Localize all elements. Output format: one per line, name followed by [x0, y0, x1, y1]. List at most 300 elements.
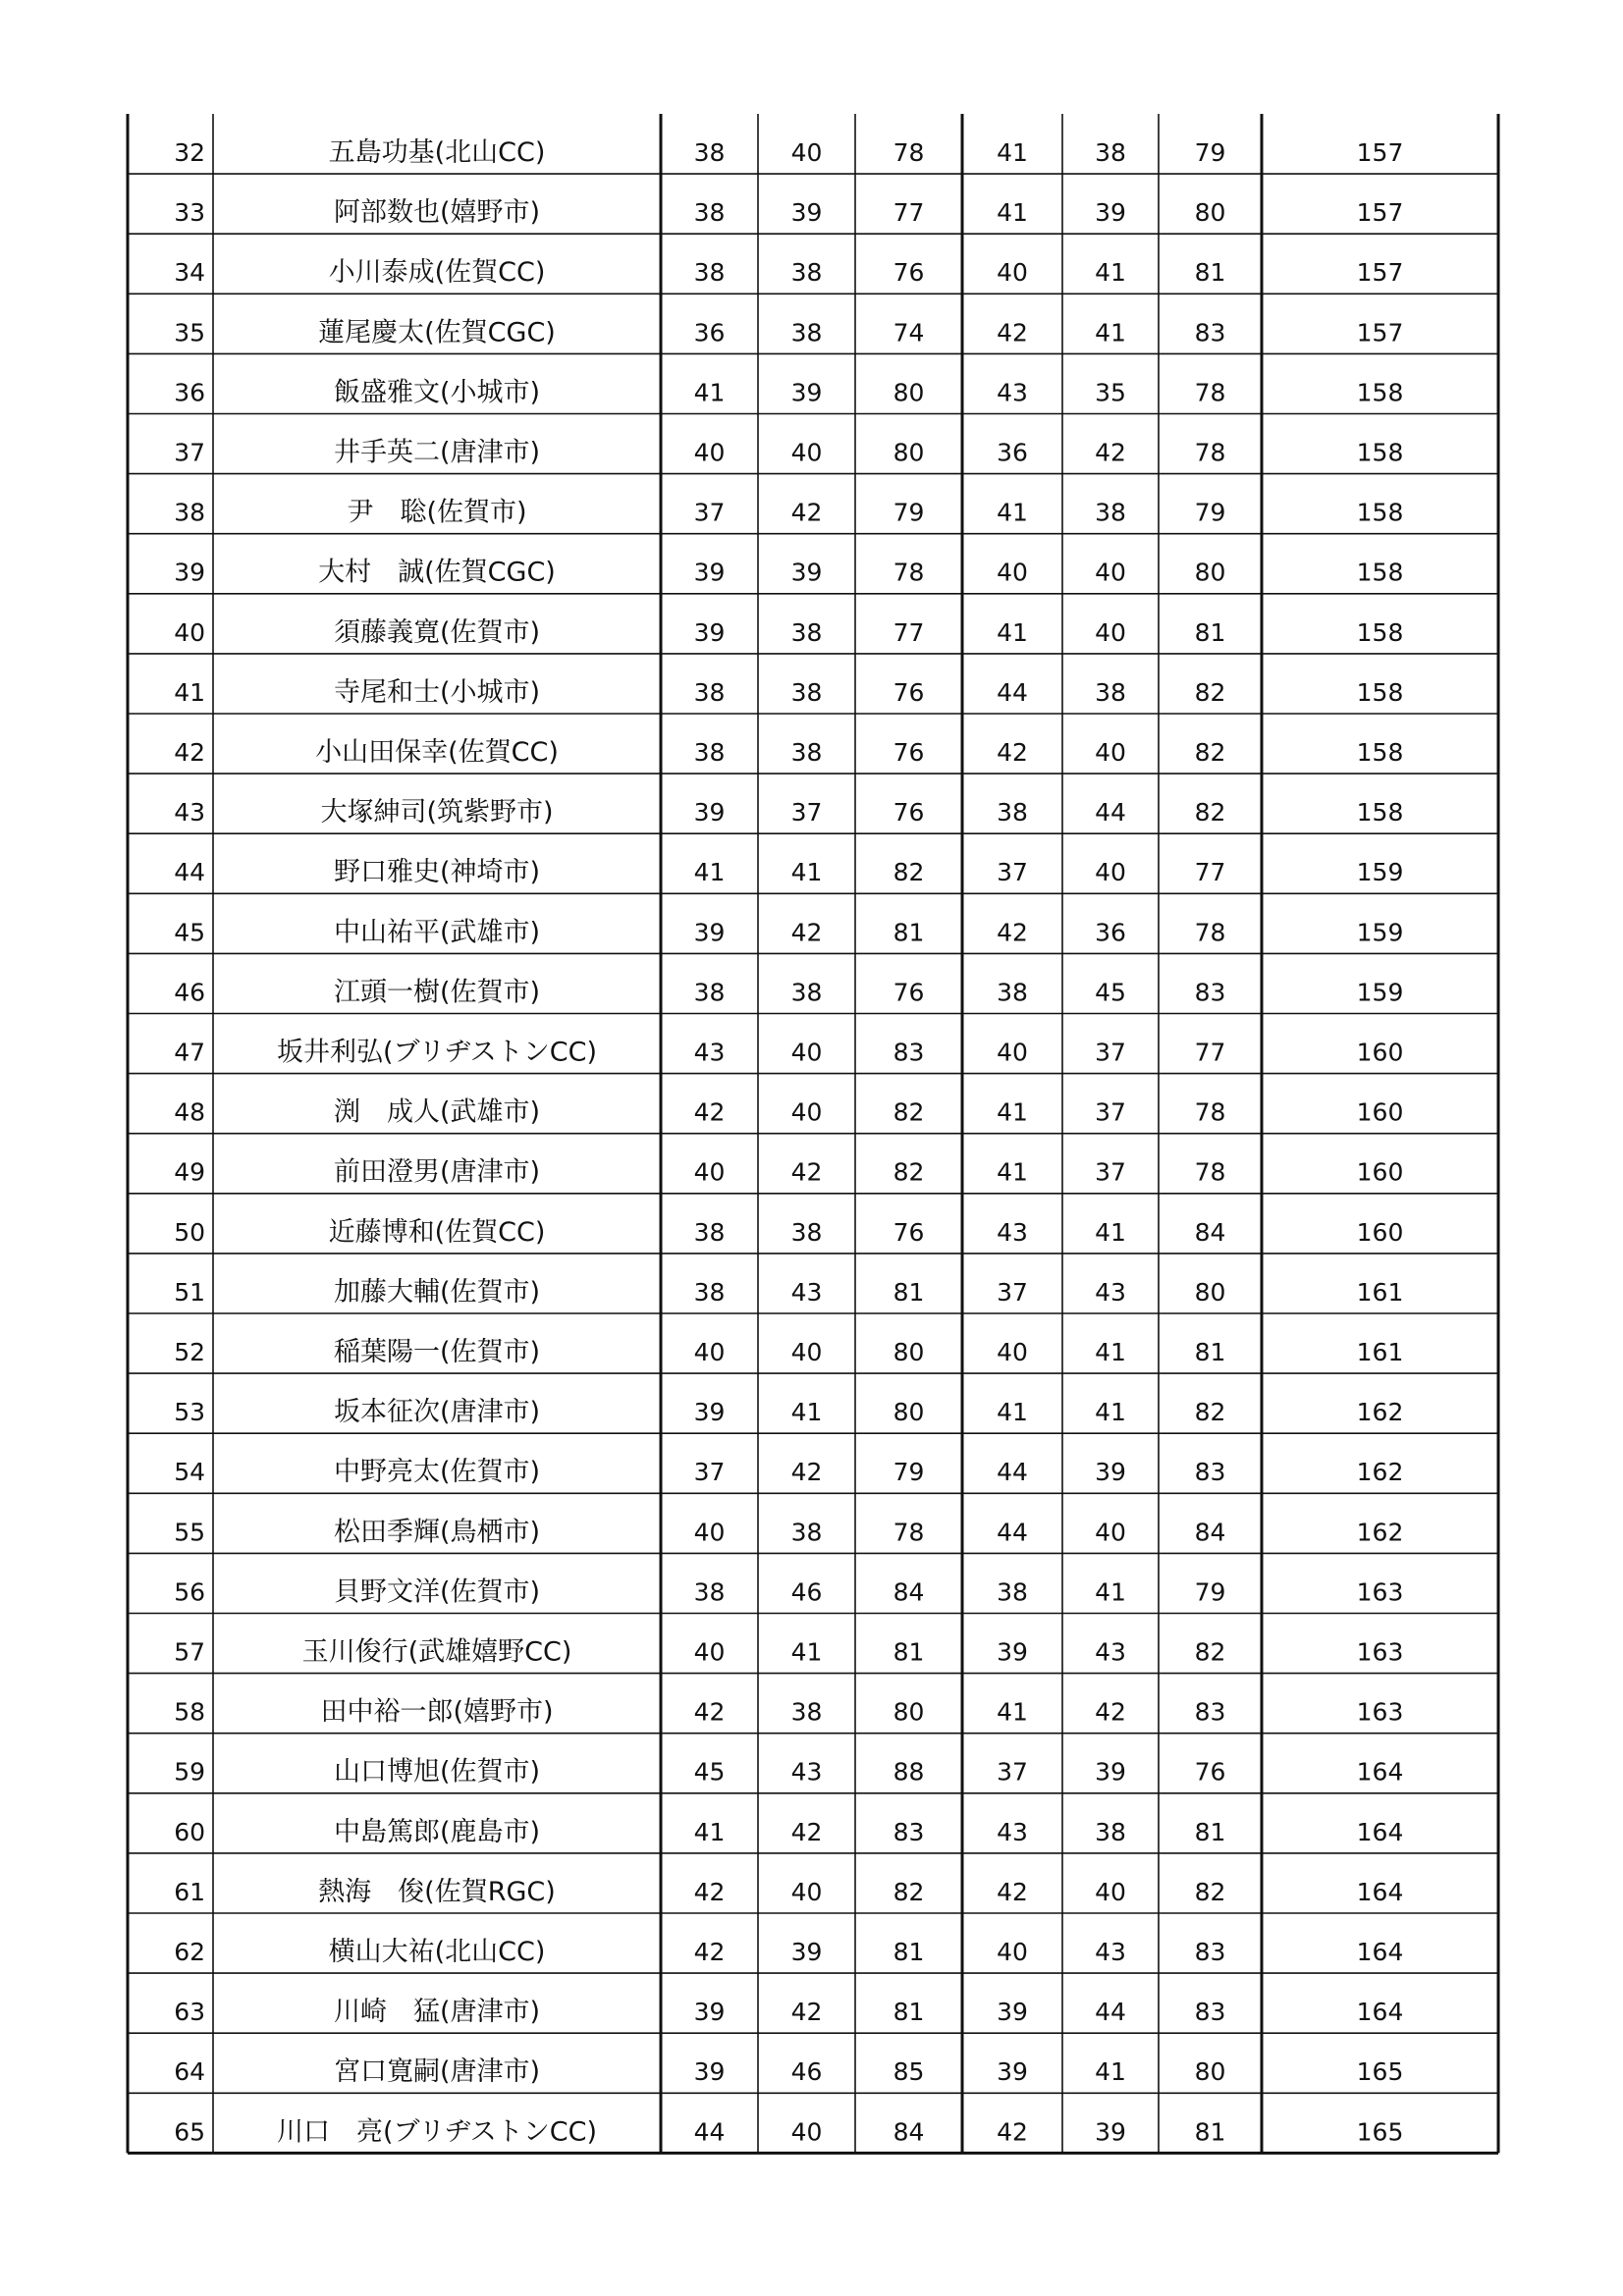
round1-total-cell: 80: [893, 1338, 925, 1366]
round1-in-cell: 40: [790, 1338, 823, 1366]
round1-total-cell: 82: [893, 1877, 925, 1906]
table-row: [174, 1817, 1403, 1847]
round2-out-cell: 41: [997, 1697, 1028, 1727]
round2-total-cell: 79: [1194, 498, 1226, 527]
round1-total-cell: 83: [893, 1038, 925, 1067]
round2-in-cell: 41: [1095, 1217, 1126, 1247]
player-name-cell: 小川泰成(佐賀CC): [328, 257, 546, 289]
round1-in-cell: 38: [790, 258, 823, 288]
round2-total-cell: 77: [1194, 858, 1226, 887]
table-row: [174, 1997, 1403, 2027]
round1-out-cell: 38: [693, 978, 726, 1007]
round1-in-cell: 42: [790, 498, 823, 527]
round1-out-cell: 39: [693, 918, 726, 947]
rank-cell: 46: [174, 978, 205, 1007]
round1-in-cell: 42: [790, 1817, 823, 1846]
grand-total-cell: 160: [1356, 1097, 1404, 1127]
round2-out-cell: 39: [997, 2057, 1028, 2087]
table-row: [174, 257, 1403, 288]
player-name-cell: 小山田保幸(佐賀CC): [315, 737, 559, 768]
rank-cell: 58: [174, 1697, 205, 1727]
round1-in-cell: 43: [790, 1277, 823, 1307]
round2-total-cell: 83: [1194, 1458, 1226, 1487]
round1-in-cell: 38: [790, 1697, 823, 1727]
table-row: [174, 917, 1403, 947]
grand-total-cell: 158: [1356, 438, 1404, 467]
grand-total-cell: 163: [1356, 1637, 1404, 1667]
player-name-cell: 蓮尾慶太(佐賀CGC): [318, 317, 556, 348]
round1-in-cell: 41: [790, 1637, 823, 1667]
rank-cell: 36: [174, 378, 205, 407]
round2-in-cell: 43: [1095, 1637, 1126, 1667]
player-name-cell: 中山祐平(武雄市): [333, 917, 541, 948]
round2-in-cell: 38: [1095, 677, 1126, 707]
round2-in-cell: 40: [1095, 1877, 1126, 1906]
table-cells: [174, 137, 1403, 2147]
round1-in-cell: 38: [790, 1217, 823, 1247]
round1-out-cell: 38: [693, 1217, 726, 1247]
round2-out-cell: 37: [997, 858, 1028, 887]
round2-total-cell: 82: [1194, 1877, 1226, 1906]
round1-in-cell: 46: [790, 1577, 823, 1607]
round1-total-cell: 81: [893, 918, 925, 947]
table-row: [174, 137, 1403, 168]
grand-total-cell: 158: [1356, 378, 1404, 407]
round2-in-cell: 39: [1095, 2117, 1126, 2147]
round1-in-cell: 40: [790, 1877, 823, 1906]
round2-in-cell: 42: [1095, 438, 1126, 467]
table-row: [174, 797, 1403, 828]
rank-cell: 38: [174, 498, 205, 527]
round2-in-cell: 41: [1095, 2057, 1126, 2087]
round2-out-cell: 44: [997, 1458, 1028, 1487]
round2-out-cell: 41: [997, 1097, 1028, 1127]
round1-total-cell: 84: [893, 1577, 925, 1607]
round1-out-cell: 37: [693, 498, 726, 527]
round2-total-cell: 81: [1194, 617, 1226, 647]
rank-cell: 40: [174, 617, 205, 647]
round1-out-cell: 42: [693, 1697, 726, 1727]
round2-total-cell: 84: [1194, 1217, 1226, 1247]
player-name-cell: 坂井利弘(ブリヂストンCC): [276, 1037, 598, 1068]
round1-total-cell: 82: [893, 858, 925, 887]
round1-total-cell: 81: [893, 1637, 925, 1667]
grand-total-cell: 164: [1356, 1877, 1404, 1906]
round1-total-cell: 85: [893, 2057, 925, 2087]
player-name-cell: 五島功基(北山CC): [328, 137, 546, 168]
player-name-cell: 熱海 俊(佐賀RGC): [318, 1876, 556, 1907]
round1-in-cell: 46: [790, 2057, 823, 2087]
round2-total-cell: 78: [1194, 918, 1226, 947]
table-row: [174, 1337, 1403, 1367]
round1-out-cell: 39: [693, 798, 726, 828]
table-row: [174, 1877, 1403, 1907]
grand-total-cell: 157: [1356, 198, 1404, 228]
round2-out-cell: 41: [997, 198, 1028, 228]
round2-total-cell: 82: [1194, 1398, 1226, 1427]
rank-cell: 34: [174, 258, 205, 288]
round1-out-cell: 40: [693, 438, 726, 467]
round2-total-cell: 82: [1194, 1637, 1226, 1667]
player-name-cell: 山口博旭(佐賀市): [333, 1756, 541, 1788]
round2-total-cell: 79: [1194, 1577, 1226, 1607]
rank-cell: 57: [174, 1637, 205, 1667]
round2-in-cell: 40: [1095, 558, 1126, 587]
player-name-cell: 貝野文洋(佐賀市): [333, 1576, 541, 1608]
round1-in-cell: 41: [790, 1398, 823, 1427]
round2-in-cell: 38: [1095, 498, 1126, 527]
round1-total-cell: 76: [893, 677, 925, 707]
round1-total-cell: 81: [893, 1277, 925, 1307]
round2-out-cell: 37: [997, 1277, 1028, 1307]
round2-out-cell: 40: [997, 258, 1028, 288]
round2-total-cell: 81: [1194, 1338, 1226, 1366]
round1-in-cell: 42: [790, 1458, 823, 1487]
round2-total-cell: 81: [1194, 2117, 1226, 2147]
player-name-cell: 須藤義寛(佐賀市): [333, 616, 541, 648]
round2-out-cell: 39: [997, 1637, 1028, 1667]
grand-total-cell: 159: [1356, 858, 1404, 887]
grand-total-cell: 159: [1356, 978, 1404, 1007]
round2-total-cell: 78: [1194, 1157, 1226, 1187]
table-row: [174, 377, 1403, 407]
round1-out-cell: 39: [693, 1998, 726, 2027]
round2-total-cell: 79: [1194, 138, 1226, 167]
round1-out-cell: 36: [693, 318, 726, 347]
table-row: [174, 1457, 1403, 1487]
round2-out-cell: 41: [997, 1157, 1028, 1187]
round1-in-cell: 40: [790, 138, 823, 167]
rank-cell: 65: [174, 2117, 205, 2147]
rank-cell: 60: [174, 1817, 205, 1846]
table-row: [174, 2056, 1403, 2087]
round2-out-cell: 38: [997, 1577, 1028, 1607]
round1-total-cell: 76: [893, 798, 925, 828]
grand-total-cell: 161: [1356, 1338, 1404, 1366]
grand-total-cell: 158: [1356, 738, 1404, 767]
grand-total-cell: 160: [1356, 1038, 1404, 1067]
rank-cell: 47: [174, 1038, 205, 1067]
round1-in-cell: 39: [790, 558, 823, 587]
table-row: [174, 1697, 1403, 1728]
round1-total-cell: 80: [893, 438, 925, 467]
player-name-cell: 阿部数也(嬉野市): [333, 197, 541, 229]
round2-total-cell: 82: [1194, 798, 1226, 828]
round1-in-cell: 39: [790, 198, 823, 228]
round2-in-cell: 44: [1095, 1998, 1126, 2027]
table-row: [174, 737, 1403, 768]
round1-out-cell: 38: [693, 198, 726, 228]
table-row: [174, 317, 1403, 347]
player-name-cell: 稲葉陽一(佐賀市): [333, 1337, 541, 1367]
round1-total-cell: 76: [893, 738, 925, 767]
grand-total-cell: 161: [1356, 1277, 1404, 1307]
rank-cell: 33: [174, 198, 205, 228]
table-row: [174, 677, 1403, 708]
round2-out-cell: 38: [997, 798, 1028, 828]
round1-total-cell: 76: [893, 978, 925, 1007]
round2-out-cell: 38: [997, 978, 1028, 1007]
player-name-cell: 中野亮太(佐賀市): [333, 1457, 541, 1488]
rank-cell: 59: [174, 1757, 205, 1787]
table-row: [174, 1397, 1403, 1427]
round2-out-cell: 43: [997, 378, 1028, 407]
round2-in-cell: 43: [1095, 1277, 1126, 1307]
round1-total-cell: 82: [893, 1097, 925, 1127]
round2-total-cell: 78: [1194, 438, 1226, 467]
rank-cell: 35: [174, 318, 205, 347]
round2-out-cell: 41: [997, 138, 1028, 167]
table-row: [174, 1097, 1403, 1128]
round1-out-cell: 42: [693, 1097, 726, 1127]
grand-total-cell: 160: [1356, 1157, 1404, 1187]
round1-total-cell: 83: [893, 1817, 925, 1846]
player-name-cell: 江頭一樹(佐賀市): [333, 977, 541, 1008]
grand-total-cell: 165: [1356, 2117, 1404, 2147]
round1-out-cell: 38: [693, 138, 726, 167]
round2-total-cell: 80: [1194, 198, 1226, 228]
round2-in-cell: 41: [1095, 1398, 1126, 1427]
player-name-cell: 加藤大輔(佐賀市): [333, 1276, 541, 1308]
round2-in-cell: 39: [1095, 1458, 1126, 1487]
grand-total-cell: 158: [1356, 617, 1404, 647]
round1-in-cell: 38: [790, 738, 823, 767]
round1-total-cell: 77: [893, 617, 925, 647]
round2-total-cell: 84: [1194, 1518, 1226, 1547]
round2-in-cell: 40: [1095, 738, 1126, 767]
grand-total-cell: 162: [1356, 1458, 1404, 1487]
round2-out-cell: 39: [997, 1998, 1028, 2027]
round2-total-cell: 83: [1194, 978, 1226, 1007]
player-name-cell: 渕 成人(武雄市): [333, 1096, 541, 1128]
grand-total-cell: 160: [1356, 1217, 1404, 1247]
round1-in-cell: 40: [790, 1038, 823, 1067]
player-name-cell: 玉川俊行(武雄嬉野CC): [301, 1636, 572, 1668]
round2-out-cell: 42: [997, 318, 1028, 347]
table-row: [174, 617, 1403, 648]
rank-cell: 49: [174, 1157, 205, 1187]
rank-cell: 61: [174, 1877, 205, 1906]
table-row: [174, 1937, 1403, 1967]
round2-total-cell: 78: [1194, 1097, 1226, 1127]
player-name-cell: 尹 聡(佐賀市): [347, 497, 527, 528]
round2-total-cell: 83: [1194, 1938, 1226, 1966]
round2-out-cell: 44: [997, 1518, 1028, 1547]
round2-in-cell: 41: [1095, 258, 1126, 288]
table-row: [174, 1576, 1403, 1607]
round1-in-cell: 43: [790, 1757, 823, 1787]
rank-cell: 42: [174, 738, 205, 767]
round2-total-cell: 82: [1194, 738, 1226, 767]
round2-total-cell: 80: [1194, 1277, 1226, 1307]
round1-total-cell: 76: [893, 258, 925, 288]
grand-total-cell: 165: [1356, 2057, 1404, 2087]
grand-total-cell: 158: [1356, 498, 1404, 527]
player-name-cell: 横山大祐(北山CC): [328, 1937, 546, 1967]
grand-total-cell: 162: [1356, 1518, 1404, 1547]
round1-total-cell: 81: [893, 1998, 925, 2027]
round1-out-cell: 38: [693, 1577, 726, 1607]
round1-out-cell: 38: [693, 677, 726, 707]
round2-in-cell: 44: [1095, 798, 1126, 828]
player-name-cell: 野口雅史(神埼市): [333, 857, 541, 888]
player-name-cell: 井手英二(唐津市): [333, 437, 541, 468]
round2-out-cell: 42: [997, 738, 1028, 767]
grand-total-cell: 158: [1356, 677, 1404, 707]
round1-total-cell: 88: [893, 1757, 925, 1787]
round1-total-cell: 84: [893, 2117, 925, 2147]
round2-total-cell: 78: [1194, 378, 1226, 407]
round1-out-cell: 41: [693, 1817, 726, 1846]
round1-total-cell: 78: [893, 138, 925, 167]
round1-total-cell: 79: [893, 498, 925, 527]
round2-out-cell: 37: [997, 1757, 1028, 1787]
round1-in-cell: 39: [790, 378, 823, 407]
round2-out-cell: 42: [997, 2117, 1028, 2147]
table-row: [174, 1157, 1403, 1188]
round1-in-cell: 42: [790, 918, 823, 947]
round2-total-cell: 76: [1194, 1757, 1226, 1787]
round1-out-cell: 42: [693, 1938, 726, 1966]
round1-in-cell: 38: [790, 978, 823, 1007]
round1-in-cell: 38: [790, 1518, 823, 1547]
round1-out-cell: 40: [693, 1338, 726, 1366]
round1-total-cell: 80: [893, 1398, 925, 1427]
rank-cell: 56: [174, 1577, 205, 1607]
round1-in-cell: 41: [790, 858, 823, 887]
player-name-cell: 坂本征次(唐津市): [333, 1397, 541, 1428]
table-row: [174, 977, 1403, 1007]
table-row: [174, 558, 1403, 588]
round2-in-cell: 41: [1095, 1338, 1126, 1366]
round2-in-cell: 37: [1095, 1038, 1126, 1067]
grand-total-cell: 164: [1356, 1757, 1404, 1787]
player-name-cell: 前田澄男(唐津市): [333, 1156, 541, 1188]
round2-out-cell: 40: [997, 1938, 1028, 1966]
player-name-cell: 松田季輝(鳥栖市): [333, 1517, 541, 1548]
player-name-cell: 近藤博和(佐賀CC): [328, 1216, 546, 1248]
round1-out-cell: 45: [693, 1757, 726, 1787]
round2-total-cell: 80: [1194, 2057, 1226, 2087]
round1-total-cell: 78: [893, 1518, 925, 1547]
round1-out-cell: 44: [693, 2117, 726, 2147]
round1-out-cell: 42: [693, 1877, 726, 1906]
round2-out-cell: 44: [997, 677, 1028, 707]
round2-total-cell: 80: [1194, 558, 1226, 587]
table-row: [174, 1277, 1403, 1308]
player-name-cell: 川口 亮(ブリヂストンCC): [276, 2116, 598, 2148]
round1-out-cell: 39: [693, 558, 726, 587]
round2-in-cell: 40: [1095, 858, 1126, 887]
table-row: [174, 1637, 1403, 1668]
rank-cell: 41: [174, 677, 205, 707]
rank-cell: 63: [174, 1998, 205, 2027]
grand-total-cell: 164: [1356, 1938, 1404, 1966]
round2-in-cell: 38: [1095, 1817, 1126, 1846]
rank-cell: 50: [174, 1217, 205, 1247]
player-name-cell: 中島篤郎(鹿島市): [333, 1816, 541, 1847]
round1-in-cell: 40: [790, 1097, 823, 1127]
player-name-cell: 田中裕一郎(嬉野市): [320, 1696, 554, 1728]
rank-cell: 62: [174, 1938, 205, 1966]
round2-total-cell: 82: [1194, 677, 1226, 707]
rank-cell: 44: [174, 858, 205, 887]
round2-total-cell: 83: [1194, 1697, 1226, 1727]
round2-in-cell: 40: [1095, 617, 1126, 647]
rank-cell: 48: [174, 1097, 205, 1127]
round2-in-cell: 41: [1095, 318, 1126, 347]
rank-cell: 37: [174, 438, 205, 467]
round2-total-cell: 83: [1194, 318, 1226, 347]
rank-cell: 43: [174, 798, 205, 828]
table-row: [174, 2116, 1403, 2147]
round2-in-cell: 43: [1095, 1938, 1126, 1966]
grand-total-cell: 164: [1356, 1998, 1404, 2027]
grand-total-cell: 157: [1356, 138, 1404, 167]
round1-out-cell: 39: [693, 617, 726, 647]
grand-total-cell: 162: [1356, 1398, 1404, 1427]
round1-out-cell: 38: [693, 258, 726, 288]
round1-total-cell: 79: [893, 1458, 925, 1487]
round2-out-cell: 41: [997, 1398, 1028, 1427]
round1-in-cell: 38: [790, 617, 823, 647]
rank-cell: 53: [174, 1398, 205, 1427]
grand-total-cell: 163: [1356, 1697, 1404, 1727]
table-row: [174, 1757, 1403, 1788]
round1-out-cell: 37: [693, 1458, 726, 1487]
round2-out-cell: 43: [997, 1217, 1028, 1247]
round1-out-cell: 40: [693, 1157, 726, 1187]
player-name-cell: 大村 誠(佐賀CGC): [318, 557, 556, 588]
round1-total-cell: 82: [893, 1157, 925, 1187]
round2-in-cell: 42: [1095, 1697, 1126, 1727]
rank-cell: 64: [174, 2057, 205, 2087]
table-row: [174, 1517, 1403, 1547]
grand-total-cell: 157: [1356, 258, 1404, 288]
round1-total-cell: 80: [893, 378, 925, 407]
round2-total-cell: 77: [1194, 1038, 1226, 1067]
round2-in-cell: 38: [1095, 138, 1126, 167]
grand-total-cell: 164: [1356, 1817, 1404, 1846]
grand-total-cell: 158: [1356, 558, 1404, 587]
round2-out-cell: 41: [997, 617, 1028, 647]
rank-cell: 54: [174, 1458, 205, 1487]
round1-in-cell: 42: [790, 1157, 823, 1187]
round1-in-cell: 37: [790, 798, 823, 828]
round2-in-cell: 37: [1095, 1097, 1126, 1127]
table-row: [174, 1038, 1403, 1068]
round1-in-cell: 42: [790, 1998, 823, 2027]
round2-in-cell: 36: [1095, 918, 1126, 947]
round1-total-cell: 78: [893, 558, 925, 587]
table-row: [174, 438, 1403, 468]
table-row: [174, 1217, 1403, 1248]
rank-cell: 32: [174, 138, 205, 167]
round1-in-cell: 40: [790, 438, 823, 467]
round1-out-cell: 39: [693, 2057, 726, 2087]
round1-in-cell: 38: [790, 677, 823, 707]
table-row: [174, 197, 1403, 228]
grand-total-cell: 159: [1356, 918, 1404, 947]
rank-cell: 51: [174, 1277, 205, 1307]
round2-out-cell: 40: [997, 1338, 1028, 1366]
round1-total-cell: 74: [893, 318, 925, 347]
player-name-cell: 寺尾和士(小城市): [333, 676, 541, 708]
round2-in-cell: 40: [1095, 1518, 1126, 1547]
grand-total-cell: 158: [1356, 798, 1404, 828]
round2-total-cell: 83: [1194, 1998, 1226, 2027]
round1-out-cell: 38: [693, 1277, 726, 1307]
